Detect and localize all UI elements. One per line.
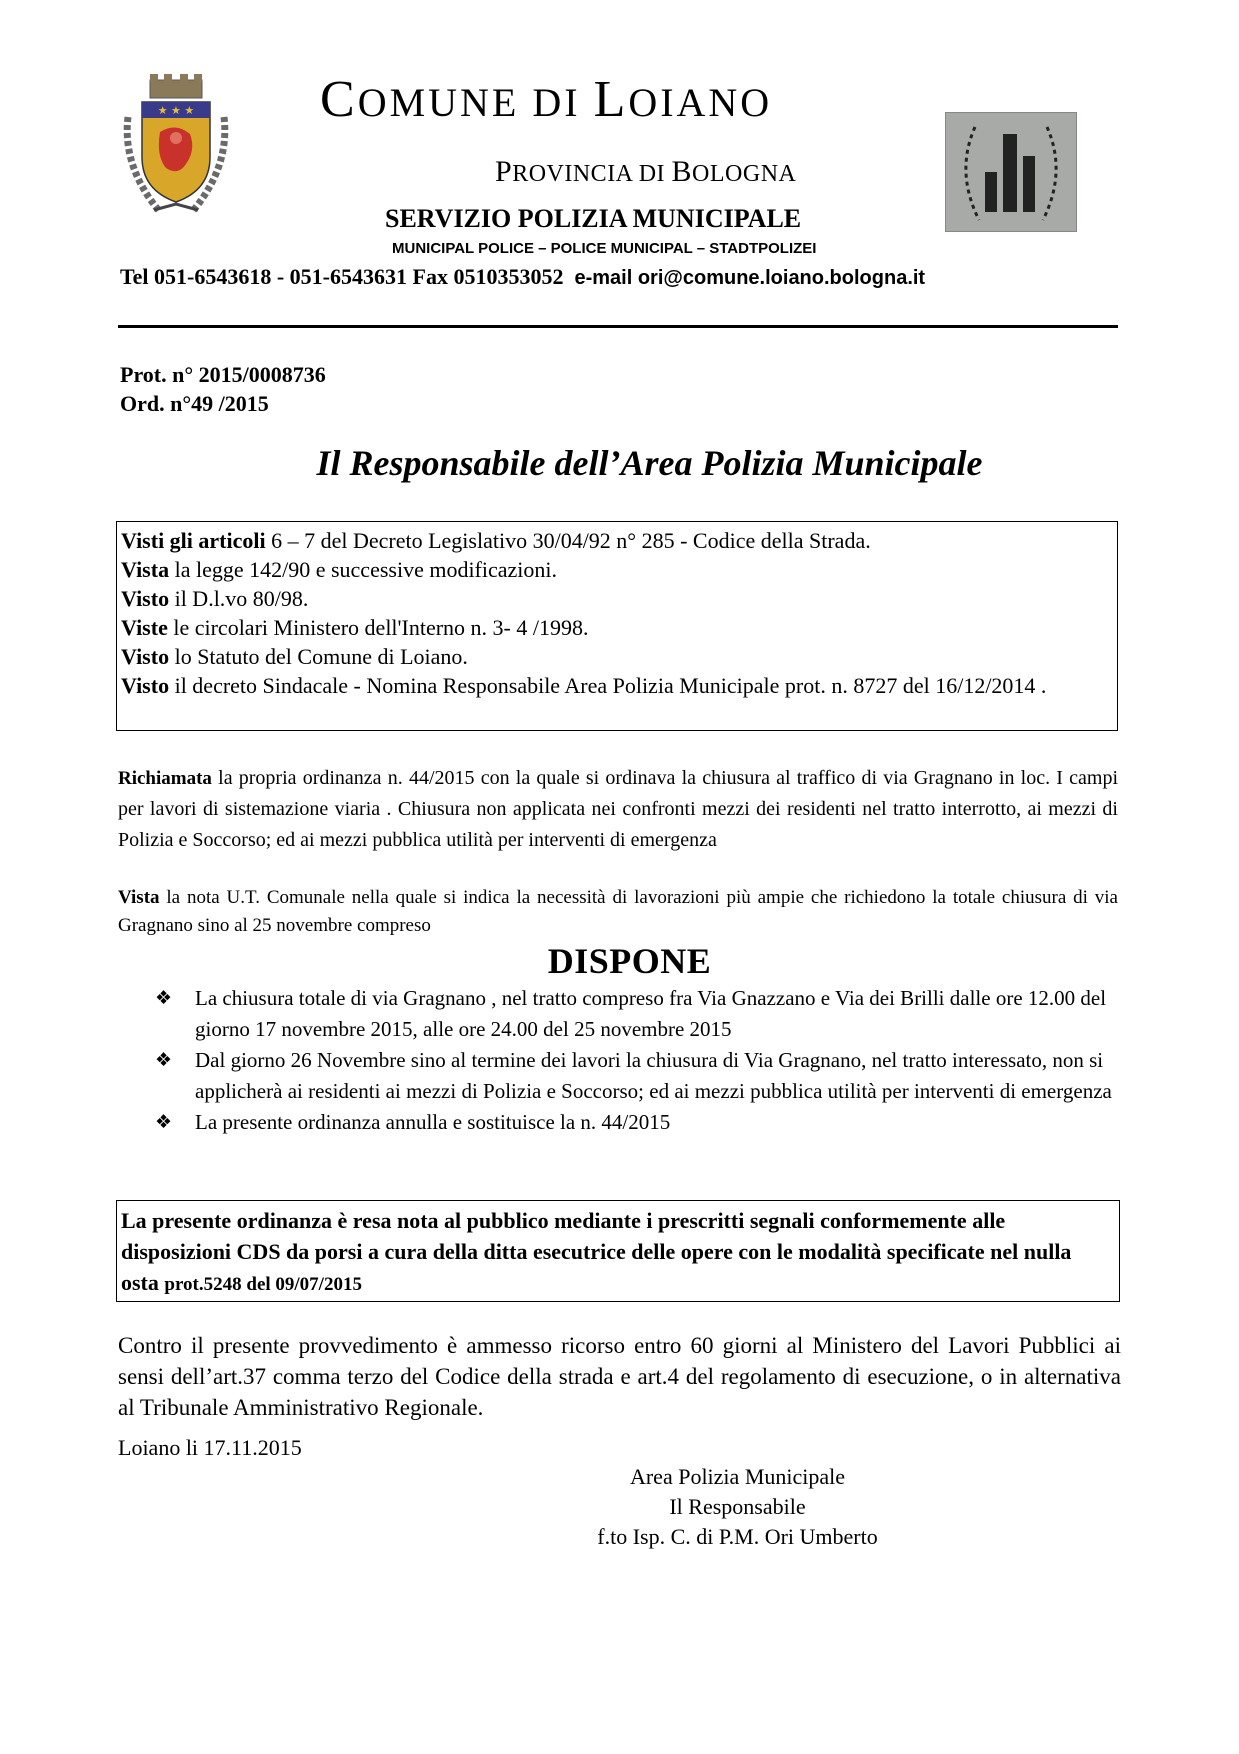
list-item-text: La chiusura totale di via Gragnano , nel tratto compreso fra Via Gnazzano e Via dei Brilli dalle ore 12.00 del giorno 17 novembre 2015, alle ore 24.00 del 25 novembre 2015 bbox=[195, 986, 1107, 1041]
title-initial-c: C bbox=[320, 71, 358, 128]
dispone-list bbox=[155, 983, 1115, 1138]
reference-text: il decreto Sindacale - Nomina Responsabile Area Polizia Municipale prot. n. 8727 del 16/12/2014 . bbox=[169, 673, 1047, 698]
vista-nota-paragraph bbox=[118, 884, 1118, 940]
list-item-text: Dal giorno 26 Novembre sino al termine dei lavori la chiusura di Via Gragnano, nel tratto interessato, non si applicherà ai residenti ai mezzi di Polizia e Soccorso; ed ai mezzi pubblica utilità per interventi di emergenza bbox=[195, 1048, 1112, 1103]
reference-keyword: Visto bbox=[121, 586, 170, 611]
richiamata-text: la propria ordinanza n. 44/2015 con la quale si ordinava la chiusura al traffico di via Gragnano in loc. I campi per lavori di sistemazione viaria . Chiusura non applicata nei confronti mezzi dei residenti nel tratto interrotto, ai mezzi di Polizia e Soccorso; ed ai mezzi pubblica utilità per interventi di emergenza bbox=[118, 767, 1118, 851]
list-item bbox=[155, 1045, 1115, 1107]
notice-text: La presente ordinanza è resa nota al pubblico mediante i prescritti segnali conformemente alle disposizioni CDS da porsi a cura della ditta esecutrice delle opere con le modalità specificate nel nulla osta bbox=[121, 1208, 1072, 1295]
reference-line bbox=[121, 671, 1113, 700]
reference-text: lo Statuto del Comune di Loiano. bbox=[169, 644, 468, 669]
signature-office: Area Polizia Municipale bbox=[629, 1464, 846, 1489]
list-item bbox=[155, 983, 1115, 1045]
reference-line bbox=[121, 555, 1113, 584]
police-badge-icon bbox=[945, 112, 1077, 232]
reference-text: le circolari Ministero dell'Interno n. 3- 4 /1998. bbox=[167, 615, 589, 640]
province-initial-b: B bbox=[671, 155, 693, 188]
email: e-mail ori@comune.loiano.bologna.it bbox=[574, 267, 926, 289]
signature-name: f.to Isp. C. di P.M. Ori Umberto bbox=[597, 1524, 878, 1549]
dispone-title: DISPONE bbox=[547, 941, 712, 981]
legal-references-box bbox=[116, 521, 1118, 731]
province-initial-p: P bbox=[495, 155, 513, 188]
reference-text: la legge 142/90 e successive modificazioni. bbox=[169, 557, 558, 582]
reference-text: 6 – 7 del Decreto Legislativo 30/04/92 n° 285 - Codice della Strada. bbox=[265, 528, 871, 553]
signature-role: Il Responsabile bbox=[669, 1494, 806, 1519]
province-line bbox=[495, 155, 796, 189]
reference-line bbox=[121, 613, 1113, 642]
reference-keyword: Viste bbox=[121, 615, 168, 640]
notice-reference: prot.5248 del 09/07/2015 bbox=[164, 1274, 362, 1295]
place-date: Loiano li 17.11.2015 bbox=[118, 1435, 302, 1460]
vista-text: la nota U.T. Comunale nella quale si indica la necessità di lavorazioni più ampie che richiedono la totale chiusura di via Gragnano sino al 25 novembre compreso bbox=[118, 887, 1118, 936]
list-item-text: La presente ordinanza annulla e sostituisce la n. 44/2015 bbox=[195, 1110, 671, 1134]
svg-text:★ ★ ★: ★ ★ ★ bbox=[157, 104, 195, 117]
appeal-paragraph: Contro il presente provvedimento è ammesso ricorso entro 60 giorni al Ministero del Lavori Pubblici ai sensi dell’art.37 comma terzo del Codice della strada e art.4 del regolamento di esecuzione, o in alternativa al Tribunale Amministrativo Regionale. bbox=[118, 1333, 1121, 1420]
title-part-oiano: OIANO bbox=[628, 80, 773, 125]
title-part-omune-di: OMUNE DI bbox=[357, 80, 594, 125]
richiamata-paragraph bbox=[118, 763, 1118, 856]
diamond-bullet-icon: ❖ bbox=[155, 1111, 173, 1133]
province-part-rovincia-di: ROVINCIA DI bbox=[512, 161, 672, 187]
municipal-crest-icon bbox=[120, 72, 232, 222]
reference-keyword: Visti gli articoli bbox=[121, 528, 266, 553]
document-heading: Il Responsabile dell’Area Polizia Municipale bbox=[316, 443, 983, 483]
ordinance-number: Ord. n°49 /2015 bbox=[120, 391, 269, 416]
service-translations: MUNICIPAL POLICE – POLICE MUNICIPAL – STADTPOLIZEI bbox=[392, 240, 817, 257]
reference-keyword: Visto bbox=[121, 644, 170, 669]
signature-block bbox=[565, 1462, 910, 1552]
list-item bbox=[155, 1107, 1115, 1138]
vista-keyword: Vista bbox=[118, 887, 160, 908]
municipality-title bbox=[320, 70, 940, 129]
province-part-ologna: OLOGNA bbox=[692, 161, 797, 187]
reference-keyword: Vista bbox=[121, 557, 170, 582]
publication-notice-box bbox=[116, 1200, 1120, 1302]
richiamata-keyword: Richiamata bbox=[118, 768, 212, 789]
reference-line bbox=[121, 642, 1113, 671]
diamond-bullet-icon: ❖ bbox=[155, 1049, 173, 1071]
reference-line bbox=[121, 584, 1113, 613]
reference-line bbox=[121, 526, 1113, 555]
protocol-block bbox=[120, 360, 326, 418]
protocol-number: Prot. n° 2015/0008736 bbox=[120, 362, 326, 387]
title-initial-l: L bbox=[593, 71, 629, 128]
diamond-bullet-icon: ❖ bbox=[155, 987, 173, 1009]
header-divider bbox=[118, 325, 1118, 328]
service-name: SERVIZIO POLIZIA MUNICIPALE bbox=[385, 204, 802, 233]
contact-line bbox=[120, 264, 925, 290]
reference-text: il D.l.vo 80/98. bbox=[169, 586, 309, 611]
reference-keyword: Visto bbox=[121, 673, 170, 698]
phone-fax: Tel 051-6543618 - 051-6543631 Fax 0510353052 bbox=[120, 264, 564, 289]
